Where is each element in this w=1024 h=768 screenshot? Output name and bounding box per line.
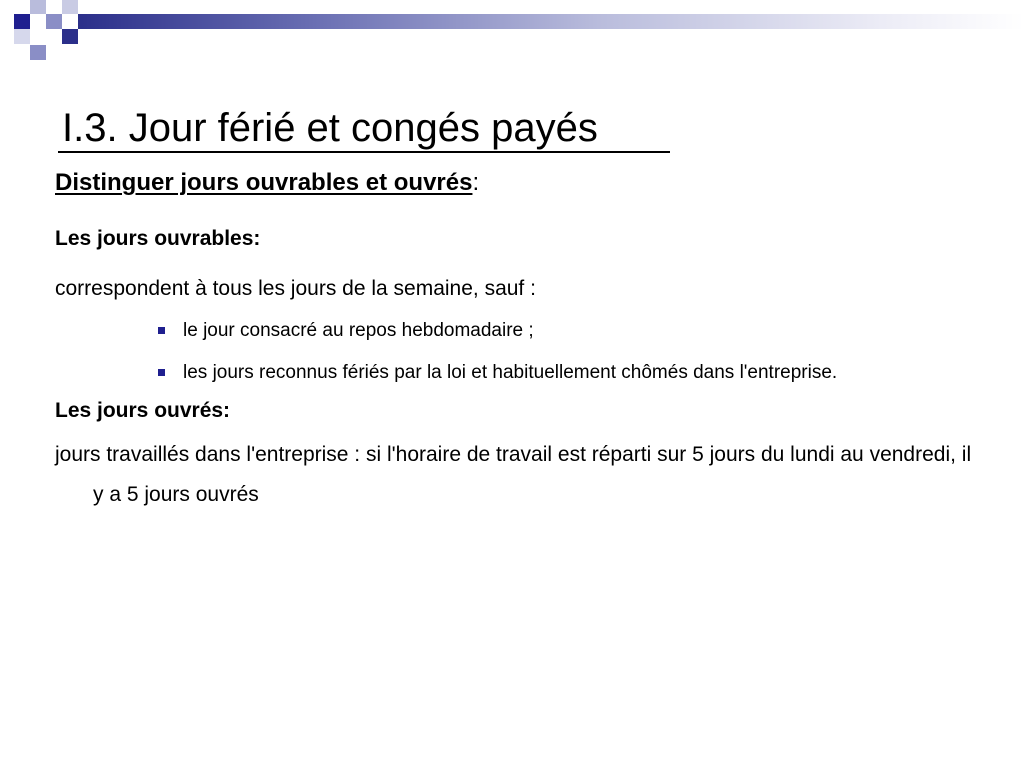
square-bullet-icon <box>158 369 165 376</box>
list-item <box>55 313 975 349</box>
list-item-text: les jours reconnus fériés par la loi et habituellement chômés dans l'entreprise. <box>183 362 838 383</box>
list-item-text: le jour consacré au repos hebdomadaire ; <box>183 320 534 341</box>
header-square-mid <box>46 14 62 29</box>
header-square-light <box>30 0 46 14</box>
ouvrables-intro: correspondent à tous les jours de la semaine, sauf : <box>55 277 536 300</box>
slide-title: I.3. Jour férié et congés payés <box>62 106 598 150</box>
section-heading <box>55 163 975 203</box>
square-bullet-icon <box>158 327 165 334</box>
header-square-mid <box>30 45 46 60</box>
ouvrables-label: Les jours ouvrables: <box>55 227 261 250</box>
section-heading-text: Distinguer jours ouvrables et ouvrés <box>55 169 473 196</box>
header-square-dark <box>62 29 78 44</box>
section-heading-colon: : <box>472 169 480 196</box>
ouvres-label: Les jours ouvrés: <box>55 399 231 422</box>
slide-body <box>55 163 975 515</box>
header-square-light <box>14 29 30 44</box>
header-gradient-bar <box>78 14 1024 29</box>
title-underline <box>58 151 670 153</box>
header-square-dark <box>14 14 30 29</box>
list-item <box>55 355 975 391</box>
ouvres-text: jours travaillés dans l'entreprise : si l'horaire de travail est réparti sur 5 jours du lundi au vendredi, il y a 5 jours ouvrés <box>55 443 972 506</box>
ouvrables-exceptions-list <box>55 313 975 391</box>
header-square-light <box>62 0 78 14</box>
